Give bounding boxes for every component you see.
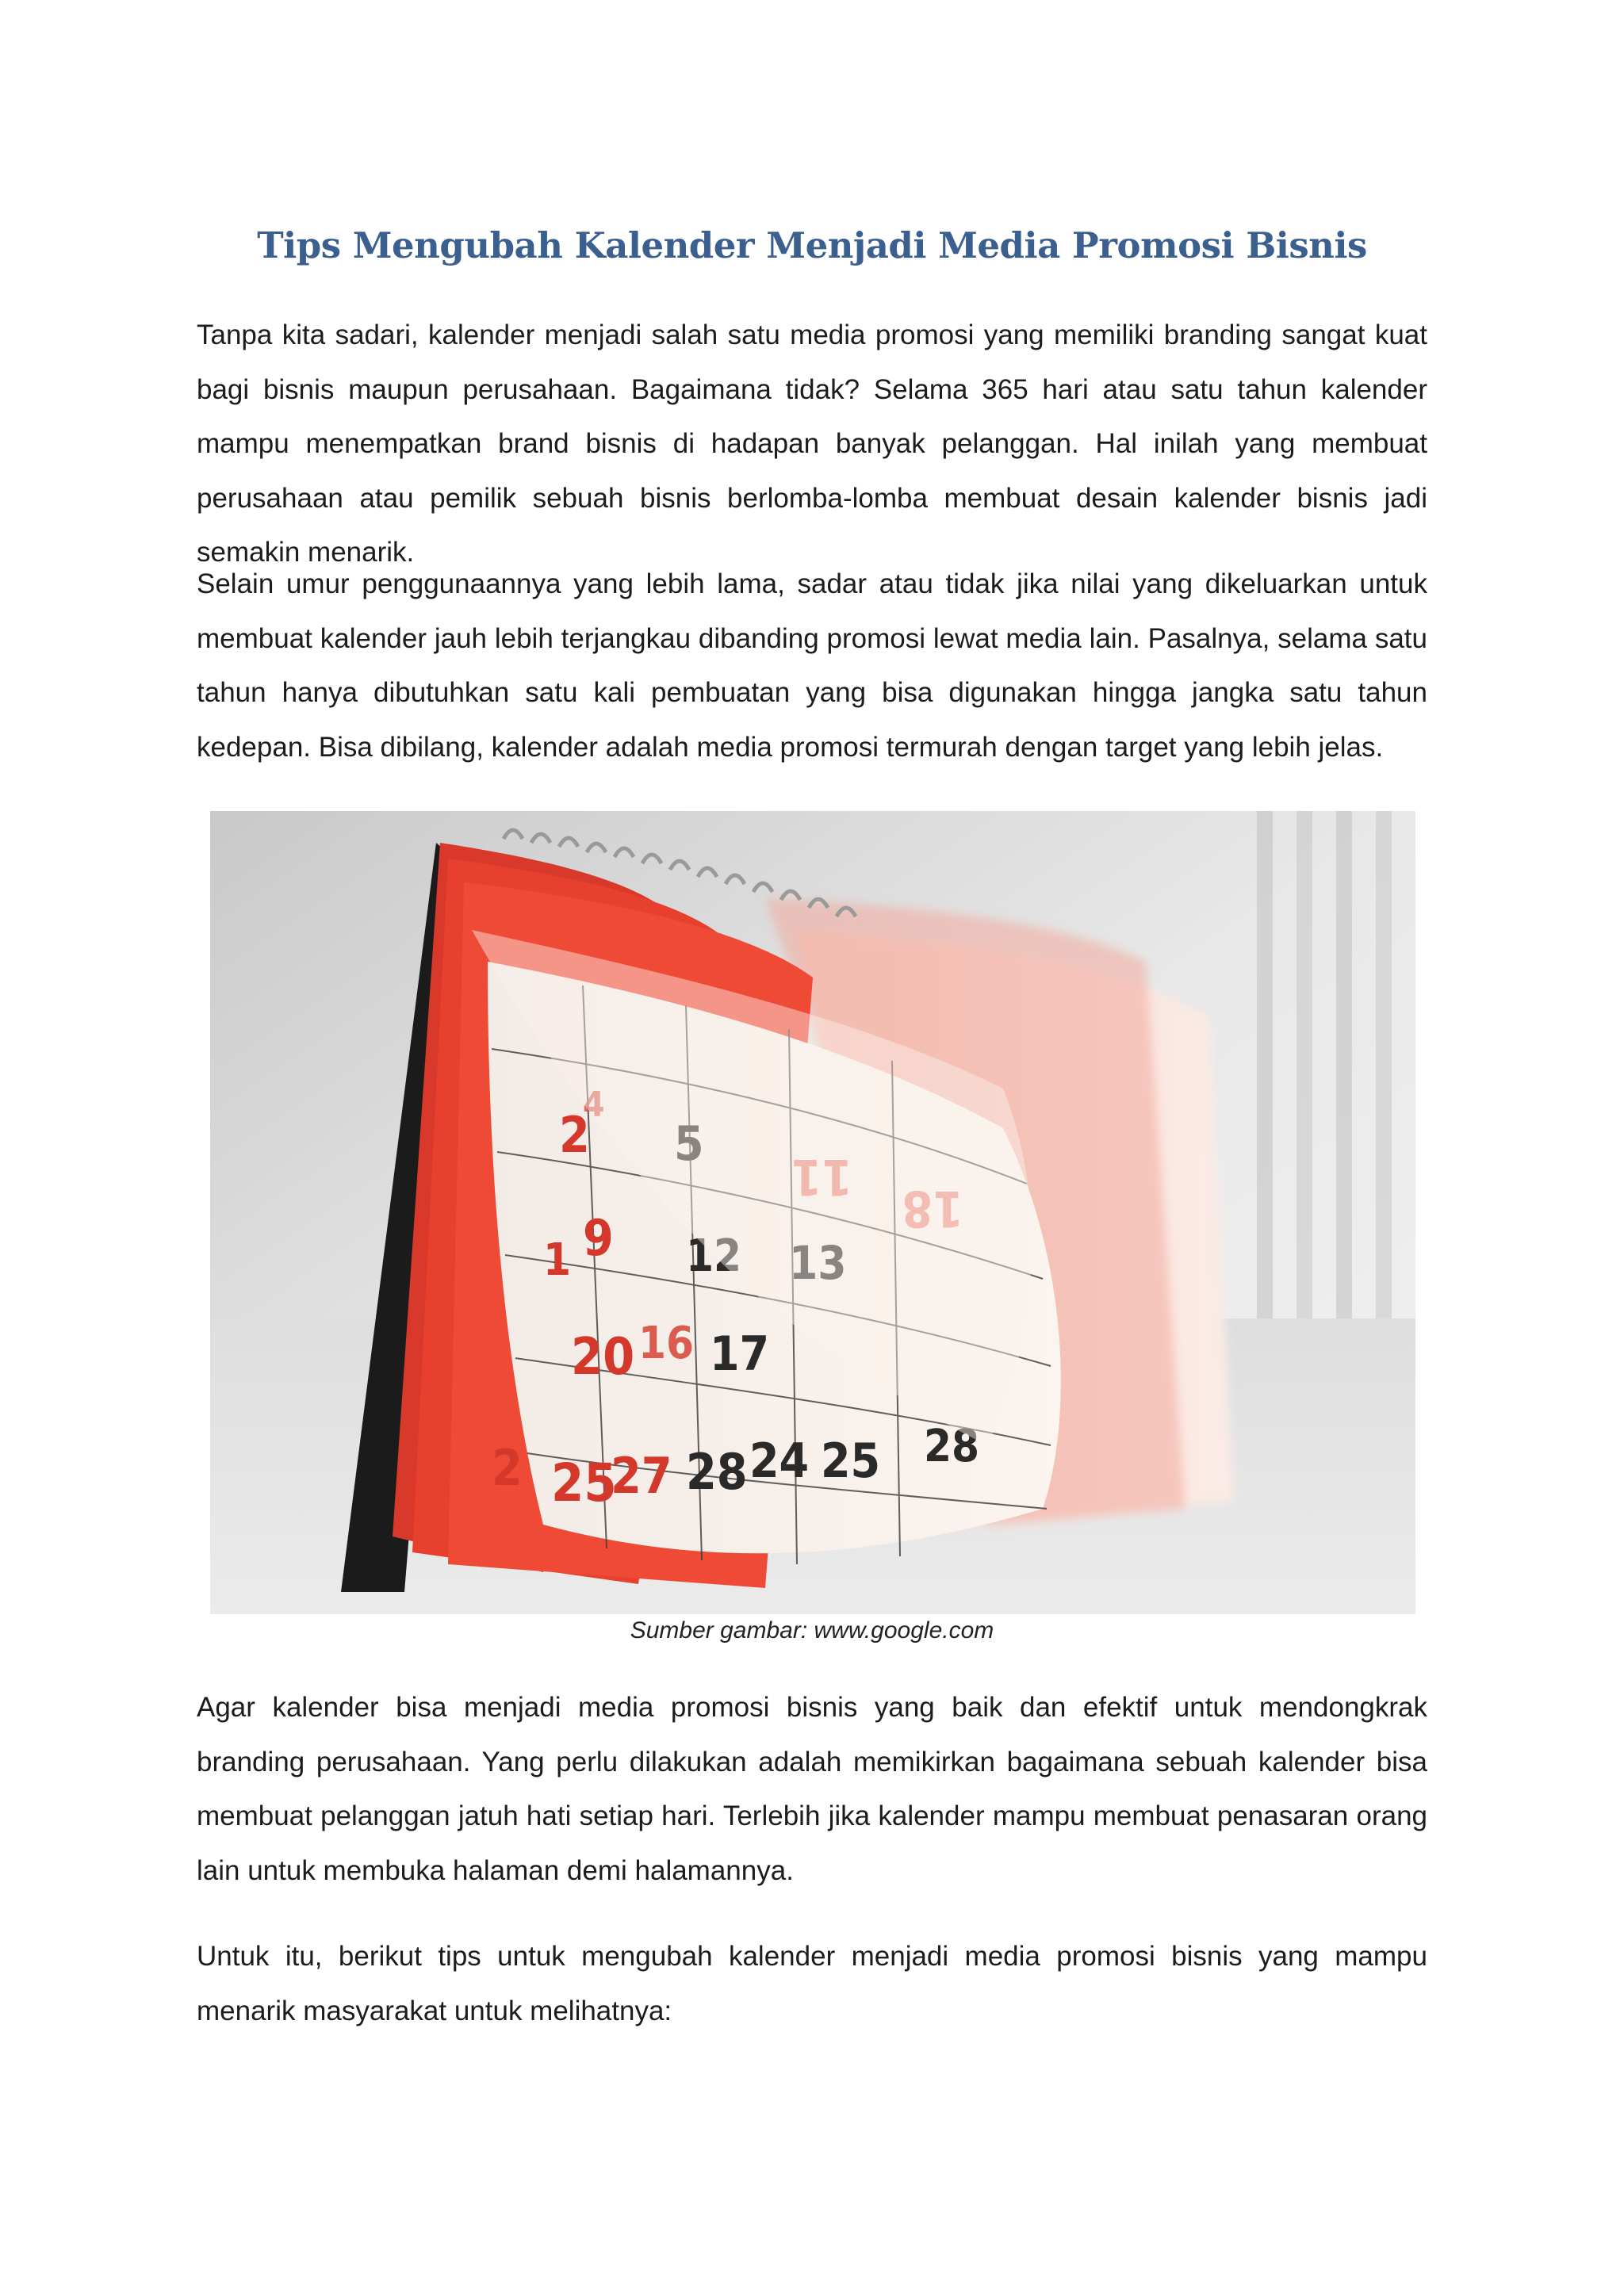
calendar-number: 9	[583, 1209, 614, 1267]
calendar-number: 13	[789, 1236, 847, 1290]
calendar-number: 18	[902, 1180, 963, 1238]
page-title: Tips Mengubah Kalender Menjadi Media Promosi Bisnis	[257, 224, 1367, 266]
calendar-number: 20	[571, 1328, 635, 1387]
calendar-number: 27	[611, 1447, 672, 1505]
calendar-illustration	[210, 811, 1415, 1614]
paragraph-3: Agar kalender bisa menjadi media promosi bisnis yang baik dan efektif untuk mendongkrak branding perusahaan. Yang perlu dilakukan adalah memikirkan bagaimana sebuah kalender bisa membuat pelanggan jatuh hati setiap hari. Terlebih jika kalender mampu membuat penasaran orang lain untuk membuka halaman demi halamannya.	[197, 1692, 1427, 1886]
calendar-number: 28	[686, 1443, 748, 1501]
paragraph-1: Tanpa kita sadari, kalender menjadi salah satu media promosi yang memiliki branding sangat kuat bagi bisnis maupun perusahaan. Bagaimana tidak? Selama 365 hari atau satu tahun kalender mampu menempatkan brand bisnis di hadapan banyak pelanggan. Hal inilah yang membuat perusahaan atau pemilik sebuah bisnis berlomba-lomba membuat desain kalender bisnis jadi semakin menarik.	[197, 320, 1427, 568]
paragraph-4: Untuk itu, berikut tips untuk mengubah kalender menjadi media promosi bisnis yang mampu menarik masyarakat untuk melihatnya:	[197, 1941, 1427, 2026]
calendar-number: 1	[543, 1234, 572, 1286]
calendar-number: 16	[638, 1318, 695, 1369]
calendar-number: 12	[686, 1230, 742, 1282]
calendar-number: 2	[492, 1439, 523, 1497]
calendar-number: 17	[710, 1326, 770, 1382]
calendar-number: 25	[821, 1433, 881, 1489]
paragraph-2: Selain umur penggunaannya yang lebih lama, sadar atau tidak jika nilai yang dikeluarkan untuk membuat kalender jauh lebih terjangkau dibanding promosi lewat media lain. Pasalnya, selama satu tahun hanya dibutuhkan satu kali pembuatan yang bisa digunakan hingga jangka satu tahun kedepan. Bisa dibilang, kalender adalah media promosi termurah dengan target yang lebih jelas.	[197, 568, 1427, 763]
calendar-number: 11	[791, 1148, 852, 1206]
calendar-number: 28	[924, 1421, 980, 1472]
calendar-number: 24	[749, 1433, 810, 1489]
calendar-number: 5	[674, 1116, 704, 1172]
calendar-number: 25	[551, 1452, 617, 1513]
calendar-number: 4	[583, 1085, 605, 1125]
calendar-photo	[210, 811, 1415, 1614]
calendar-number: 2	[559, 1106, 590, 1164]
figure-caption: Sumber gambar: www.google.com	[630, 1617, 994, 1644]
